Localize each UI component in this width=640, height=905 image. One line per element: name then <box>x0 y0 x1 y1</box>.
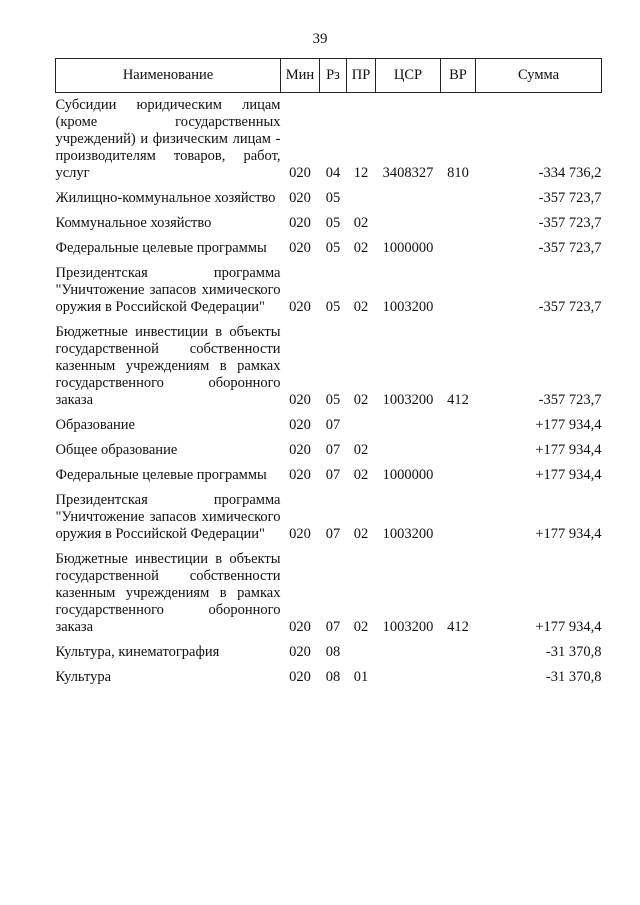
cell-name: Президентская программа "Уничтожение запасов химического оружия в Российской Федерации" <box>55 492 281 542</box>
cell-min: 020 <box>289 215 311 231</box>
cell-rz: 07 <box>325 417 341 433</box>
cell-name: Федеральные целевые программы <box>55 240 267 256</box>
table-row <box>56 182 602 207</box>
cell-min: 020 <box>289 669 311 685</box>
cell-sum: -357 723,7 <box>538 299 602 315</box>
cell-sum: +177 934,4 <box>535 619 602 635</box>
cell-name: Культура <box>55 669 112 685</box>
column-header-pr: ПР <box>347 59 376 93</box>
cell-pr: 01 <box>353 669 369 685</box>
cell-sum: +177 934,4 <box>535 467 602 483</box>
cell-pr: 02 <box>353 240 369 256</box>
cell-csr <box>376 661 441 686</box>
cell-rz: 05 <box>325 392 341 408</box>
table-row <box>56 636 602 661</box>
column-header-rz: Рз <box>320 59 347 93</box>
cell-sum: -357 723,7 <box>538 190 602 206</box>
column-header-vr: ВР <box>441 59 476 93</box>
cell-vr: 810 <box>447 165 469 181</box>
cell-min: 020 <box>289 644 311 660</box>
cell-name: Федеральные целевые программы <box>55 467 267 483</box>
cell-rz: 08 <box>325 644 341 660</box>
cell-csr <box>376 636 441 661</box>
cell-rz: 07 <box>325 619 341 635</box>
cell-rz: 05 <box>325 240 341 256</box>
cell-min: 020 <box>289 392 311 408</box>
cell-csr <box>376 434 441 459</box>
cell-vr <box>441 232 476 257</box>
cell-sum: -31 370,8 <box>545 644 602 660</box>
cell-pr: 02 <box>353 467 369 483</box>
cell-pr <box>347 636 376 661</box>
table-row <box>56 543 602 636</box>
table-row <box>56 316 602 409</box>
cell-min: 020 <box>289 467 311 483</box>
cell-rz: 07 <box>325 442 341 458</box>
cell-vr <box>441 459 476 484</box>
cell-pr: 02 <box>353 442 369 458</box>
cell-pr <box>347 409 376 434</box>
column-header-sum: Сумма <box>476 59 602 93</box>
cell-csr: 1003200 <box>382 299 434 315</box>
cell-sum: -357 723,7 <box>538 215 602 231</box>
cell-name: Общее образование <box>55 442 178 458</box>
table-row <box>56 257 602 316</box>
cell-sum: +177 934,4 <box>535 442 602 458</box>
table-row <box>56 409 602 434</box>
cell-min: 020 <box>289 526 311 542</box>
cell-pr: 02 <box>353 619 369 635</box>
cell-sum: -31 370,8 <box>545 669 602 685</box>
cell-csr <box>376 182 441 207</box>
cell-csr <box>376 207 441 232</box>
cell-name: Президентская программа "Уничтожение запасов химического оружия в Российской Федерации" <box>55 265 281 315</box>
cell-vr <box>441 182 476 207</box>
cell-pr: 02 <box>353 215 369 231</box>
cell-sum: -357 723,7 <box>538 392 602 408</box>
cell-sum: -357 723,7 <box>538 240 602 256</box>
cell-pr <box>347 182 376 207</box>
cell-csr: 1000000 <box>382 467 434 483</box>
page-number: 39 <box>312 31 328 47</box>
cell-pr: 02 <box>353 526 369 542</box>
table-row <box>56 232 602 257</box>
table-row <box>56 661 602 686</box>
cell-min: 020 <box>289 165 311 181</box>
column-header-min: Мин <box>281 59 320 93</box>
cell-vr <box>441 409 476 434</box>
cell-vr <box>441 434 476 459</box>
cell-min: 020 <box>289 417 311 433</box>
cell-sum: +177 934,4 <box>535 417 602 433</box>
cell-pr: 12 <box>353 165 369 181</box>
column-header-name: Наименование <box>56 59 281 93</box>
cell-pr: 02 <box>353 392 369 408</box>
table-body <box>56 93 602 687</box>
cell-vr <box>441 636 476 661</box>
cell-vr: 412 <box>447 392 469 408</box>
cell-min: 020 <box>289 619 311 635</box>
cell-csr: 1003200 <box>382 392 434 408</box>
cell-name: Культура, кинематография <box>55 644 220 660</box>
cell-csr: 1000000 <box>382 240 434 256</box>
cell-csr: 3408327 <box>382 165 434 181</box>
cell-vr <box>441 257 476 316</box>
cell-rz: 07 <box>325 526 341 542</box>
cell-csr: 1003200 <box>382 619 434 635</box>
cell-vr <box>441 661 476 686</box>
cell-min: 020 <box>289 240 311 256</box>
cell-vr: 412 <box>447 619 469 635</box>
cell-name: Жилищно-коммунальное хозяйство <box>55 190 276 206</box>
table-row <box>56 459 602 484</box>
cell-sum: -334 736,2 <box>538 165 602 181</box>
cell-name: Бюджетные инвестиции в объекты государственной собственности казенным учреждениям в рамках государственного оборонного заказа <box>55 551 281 635</box>
table-row <box>56 484 602 543</box>
cell-name: Образование <box>55 417 135 433</box>
cell-min: 020 <box>289 442 311 458</box>
budget-table <box>55 58 602 686</box>
cell-pr: 02 <box>353 299 369 315</box>
cell-csr <box>376 409 441 434</box>
cell-rz: 08 <box>325 669 341 685</box>
cell-sum: +177 934,4 <box>535 526 602 542</box>
cell-rz: 04 <box>325 165 341 181</box>
table-row <box>56 434 602 459</box>
cell-vr <box>441 484 476 543</box>
cell-csr: 1003200 <box>382 526 434 542</box>
cell-name: Бюджетные инвестиции в объекты государственной собственности казенным учреждениям в рамках государственного оборонного заказа <box>55 324 281 408</box>
cell-min: 020 <box>289 299 311 315</box>
column-header-csr: ЦСР <box>376 59 441 93</box>
cell-rz: 05 <box>325 215 341 231</box>
cell-rz: 07 <box>325 467 341 483</box>
cell-vr <box>441 207 476 232</box>
cell-name: Субсидии юридическим лицам (кроме государственных учреждений) и физическим лицам - производителям товаров, работ, услуг <box>55 97 281 181</box>
cell-rz: 05 <box>325 190 341 206</box>
table-row <box>56 207 602 232</box>
cell-min: 020 <box>289 190 311 206</box>
cell-name: Коммунальное хозяйство <box>55 215 212 231</box>
table-header <box>56 59 602 93</box>
cell-rz: 05 <box>325 299 341 315</box>
table-row <box>56 93 602 183</box>
